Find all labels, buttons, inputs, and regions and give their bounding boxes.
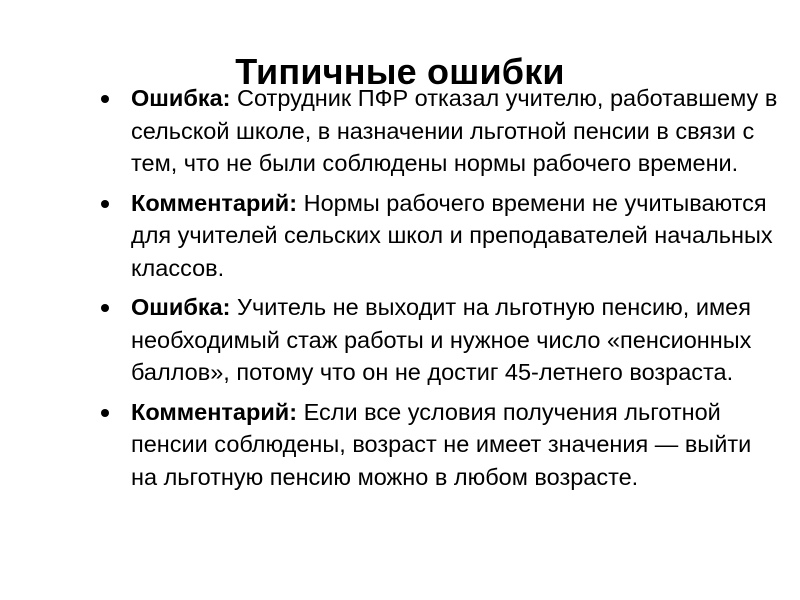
bullet-dot-icon [101, 95, 109, 103]
bullet-label: Комментарий: [131, 398, 298, 425]
bullet-item-error-1 [101, 82, 781, 180]
bullet-label: Комментарий: [131, 189, 298, 216]
bullet-text: Учитель не выходит на льготную пенсию, имея необходимый стаж работы и нужное число «пенсионных баллов», потому что он не достиг 45-летнего возраста. [131, 294, 752, 385]
bullet-text: Если все условия получения льготной пенсии соблюдены, возраст не имеет значения — выйти на льготную пенсию можно в любом возрасте. [131, 398, 752, 490]
bullet-label: Ошибка: [131, 85, 231, 111]
bullet-text: Сотрудник ПФР отказал учителю, работавшему в сельской школе, в назначении льготной пенсии в связи с тем, что не были соблюдены нормы рабочего времени. [131, 85, 778, 176]
bullet-text: Нормы рабочего времени не учитываются для учителей сельских школ и преподавателей начальных классов. [131, 189, 773, 281]
bullet-item-comment-1 [101, 187, 781, 285]
bullet-dot-icon [101, 409, 109, 417]
bullet-list [101, 82, 781, 500]
slide-title: Типичные ошибки [235, 51, 565, 92]
bullet-dot-icon [101, 200, 109, 208]
bullet-label: Ошибка: [131, 294, 231, 320]
bullet-item-comment-2 [101, 396, 781, 494]
bullet-item-error-2 [101, 291, 781, 389]
bullet-dot-icon [101, 304, 109, 312]
